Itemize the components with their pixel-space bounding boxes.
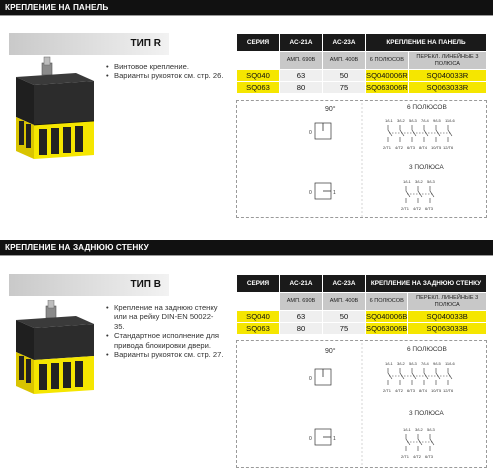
pos-left-label: 0 — [309, 376, 312, 382]
cell-series: SQ063 — [237, 323, 279, 334]
switch-product-image-r — [6, 55, 101, 165]
three-pole-label: 3 ПОЛЮСА — [409, 410, 444, 417]
feature-item: • Варианты рукояток см. стр. 27. — [106, 350, 224, 359]
terminal-label: 8/T4 — [419, 388, 428, 393]
section-title: КРЕПЛЕНИЕ НА ПАНЕЛЬ — [5, 3, 109, 12]
pos-left-label: 0 — [309, 130, 312, 136]
terminal-label: 12/T6 — [443, 388, 454, 393]
cell-code-3p: SQ063033B — [408, 323, 486, 334]
subheader-empty — [237, 293, 279, 310]
terminal-label: 3/L2 — [415, 427, 423, 432]
subheader-amp-400: АМП. 400В — [323, 293, 365, 310]
cell-ac21a: 63 — [280, 70, 322, 81]
table-row — [237, 70, 486, 81]
col-header-mount: КРЕПЛЕНИЕ НА ПАНЕЛЬ — [366, 34, 486, 51]
col-header-ac23a: АС-23А — [323, 275, 365, 292]
three-pole-contacts — [401, 427, 436, 459]
terminal-label: 4/T2 — [413, 454, 422, 459]
type-label-b: ТИП B — [9, 274, 169, 296]
wiring-diagram-r — [236, 100, 487, 218]
col-header-ac21a: АС-21А — [280, 275, 322, 292]
terminal-label: 7/L4 — [421, 361, 429, 366]
col-header-series: СЕРИЯ — [237, 34, 279, 51]
terminal-label: 10/T5 — [431, 388, 442, 393]
subheader-empty — [237, 52, 279, 69]
cell-series: SQ040 — [237, 70, 279, 81]
subheader-amp-690: АМП. 690В — [280, 52, 322, 69]
spec-table-r — [236, 33, 487, 94]
table-row — [237, 323, 486, 334]
terminal-label: 6/T3 — [407, 145, 416, 150]
terminal-label: 4/T2 — [395, 145, 404, 150]
terminal-label: 5/L3 — [427, 179, 435, 184]
subheader-6-poles: 6 ПОЛЮСОВ — [366, 293, 407, 310]
terminal-label: 11/L6 — [445, 361, 455, 366]
section-divider — [0, 255, 493, 256]
section-header-back-mount — [0, 240, 493, 255]
feature-item: • Винтовое крепление. — [106, 62, 224, 71]
wiring-diagram-svg — [237, 341, 488, 469]
feature-item: • Стандартное исполнение для привода блокировки двери. — [106, 331, 224, 350]
cell-ac21a: 63 — [280, 311, 322, 322]
cell-code-3p: SQ040033B — [408, 311, 486, 322]
terminal-label: 2/T1 — [401, 206, 410, 211]
cell-ac23a: 75 — [323, 323, 365, 334]
terminal-label: 4/T2 — [395, 388, 404, 393]
terminal-label: 7/L4 — [421, 118, 429, 123]
terminal-label: 2/T1 — [383, 388, 392, 393]
spec-table-b — [236, 274, 487, 335]
subheader-amp-690: АМП. 690В — [280, 293, 322, 310]
cell-ac23a: 75 — [323, 82, 365, 93]
terminal-label: 1/L1 — [385, 118, 393, 123]
terminal-label: 6/T3 — [425, 206, 434, 211]
pos-left-label: 0 — [309, 190, 312, 196]
pos-right-label: 1 — [333, 436, 336, 442]
feature-item: • Варианты рукояток см. стр. 26. — [106, 71, 224, 80]
cell-code-6p: SQ040006B — [366, 312, 408, 321]
cell-ac23a: 50 — [323, 70, 365, 81]
terminal-label: 1/L1 — [403, 427, 411, 432]
terminal-label: 12/T6 — [443, 145, 454, 150]
six-pole-label: 6 ПОЛЮСОВ — [407, 104, 447, 111]
wiring-diagram-b — [236, 340, 487, 468]
terminal-label: 11/L6 — [445, 118, 455, 123]
three-pole-label: 3 ПОЛЮСА — [409, 164, 444, 171]
terminal-label: 5/L3 — [409, 361, 417, 366]
terminal-label: 3/L2 — [415, 179, 423, 184]
six-pole-label: 6 ПОЛЮСОВ — [407, 346, 447, 353]
feature-item: • Крепление на заднюю стенку или на рейку DIN-EN 50022-35. — [106, 303, 224, 331]
pos-right-label: 1 — [333, 190, 336, 196]
terminal-label: 6/T3 — [407, 388, 416, 393]
position-symbol — [309, 183, 336, 199]
type-label-r: ТИП R — [9, 33, 169, 55]
section-header-panel-mount — [0, 0, 493, 15]
section-title: КРЕПЛЕНИЕ НА ЗАДНЮЮ СТЕНКУ — [5, 243, 149, 252]
table-row — [237, 311, 486, 322]
terminal-label: 10/T5 — [431, 145, 442, 150]
terminal-label: 9/L5 — [433, 361, 441, 366]
rotary-switch-illustration — [6, 55, 101, 165]
cell-code-6p: SQ040006R — [366, 71, 408, 80]
cell-code-3p: SQ063033R — [409, 82, 486, 93]
wiring-diagram-svg — [237, 101, 488, 219]
table-row — [237, 82, 486, 93]
terminal-label: 3/L2 — [397, 361, 405, 366]
rotary-switch-illustration — [6, 300, 101, 400]
terminal-label: 8/T4 — [419, 145, 428, 150]
cell-ac23a: 50 — [323, 311, 365, 322]
col-header-mount: КРЕПЛЕНИЕ НА ЗАДНЮЮ СТЕНКУ — [366, 275, 486, 292]
col-header-series: СЕРИЯ — [237, 275, 279, 292]
position-symbol — [309, 429, 336, 445]
terminal-label: 2/T1 — [401, 454, 410, 459]
section-divider — [0, 15, 493, 16]
cell-series: SQ063 — [237, 82, 279, 93]
subheader-3-poles: ПЕРЕКЛ. ЛИНЕЙНЫЕ 3 ПОЛЮСА — [409, 52, 486, 69]
terminal-label: 6/T3 — [425, 454, 434, 459]
terminal-label: 3/L2 — [397, 118, 405, 123]
subheader-amp-400: АМП. 400В — [323, 52, 365, 69]
terminal-label: 5/L3 — [427, 427, 435, 432]
cell-series: SQ040 — [237, 311, 279, 322]
cell-ac21a: 80 — [280, 82, 322, 93]
six-pole-contacts — [383, 118, 455, 150]
feature-list — [106, 62, 224, 81]
subheader-3-poles: ПЕРЕКЛ. ЛИНЕЙНЫЕ 3 ПОЛЮСА — [408, 293, 486, 310]
cell-ac21a: 80 — [280, 323, 322, 334]
angle-label: 90° — [325, 348, 336, 355]
pos-left-label: 0 — [309, 436, 312, 442]
feature-list — [106, 303, 224, 359]
angle-label: 90° — [325, 106, 336, 113]
position-symbol — [309, 123, 331, 139]
subheader-6-poles: 6 ПОЛЮСОВ — [366, 52, 408, 69]
terminal-label: 5/L3 — [409, 118, 417, 123]
three-pole-contacts — [401, 179, 436, 211]
cell-code-6p: SQ063006B — [366, 324, 408, 333]
terminal-label: 1/L1 — [385, 361, 393, 366]
terminal-label: 4/T2 — [413, 206, 422, 211]
terminal-label: 2/T1 — [383, 145, 392, 150]
col-header-ac23a: АС-23А — [323, 34, 365, 51]
switch-product-image-b — [6, 300, 101, 400]
six-pole-contacts — [383, 361, 455, 393]
cell-code-6p: SQ063006R — [366, 83, 408, 92]
terminal-label: 1/L1 — [403, 179, 411, 184]
position-symbol — [309, 369, 331, 385]
cell-code-3p: SQ040033R — [409, 70, 486, 81]
col-header-ac21a: АС-21А — [280, 34, 322, 51]
terminal-label: 9/L5 — [433, 118, 441, 123]
